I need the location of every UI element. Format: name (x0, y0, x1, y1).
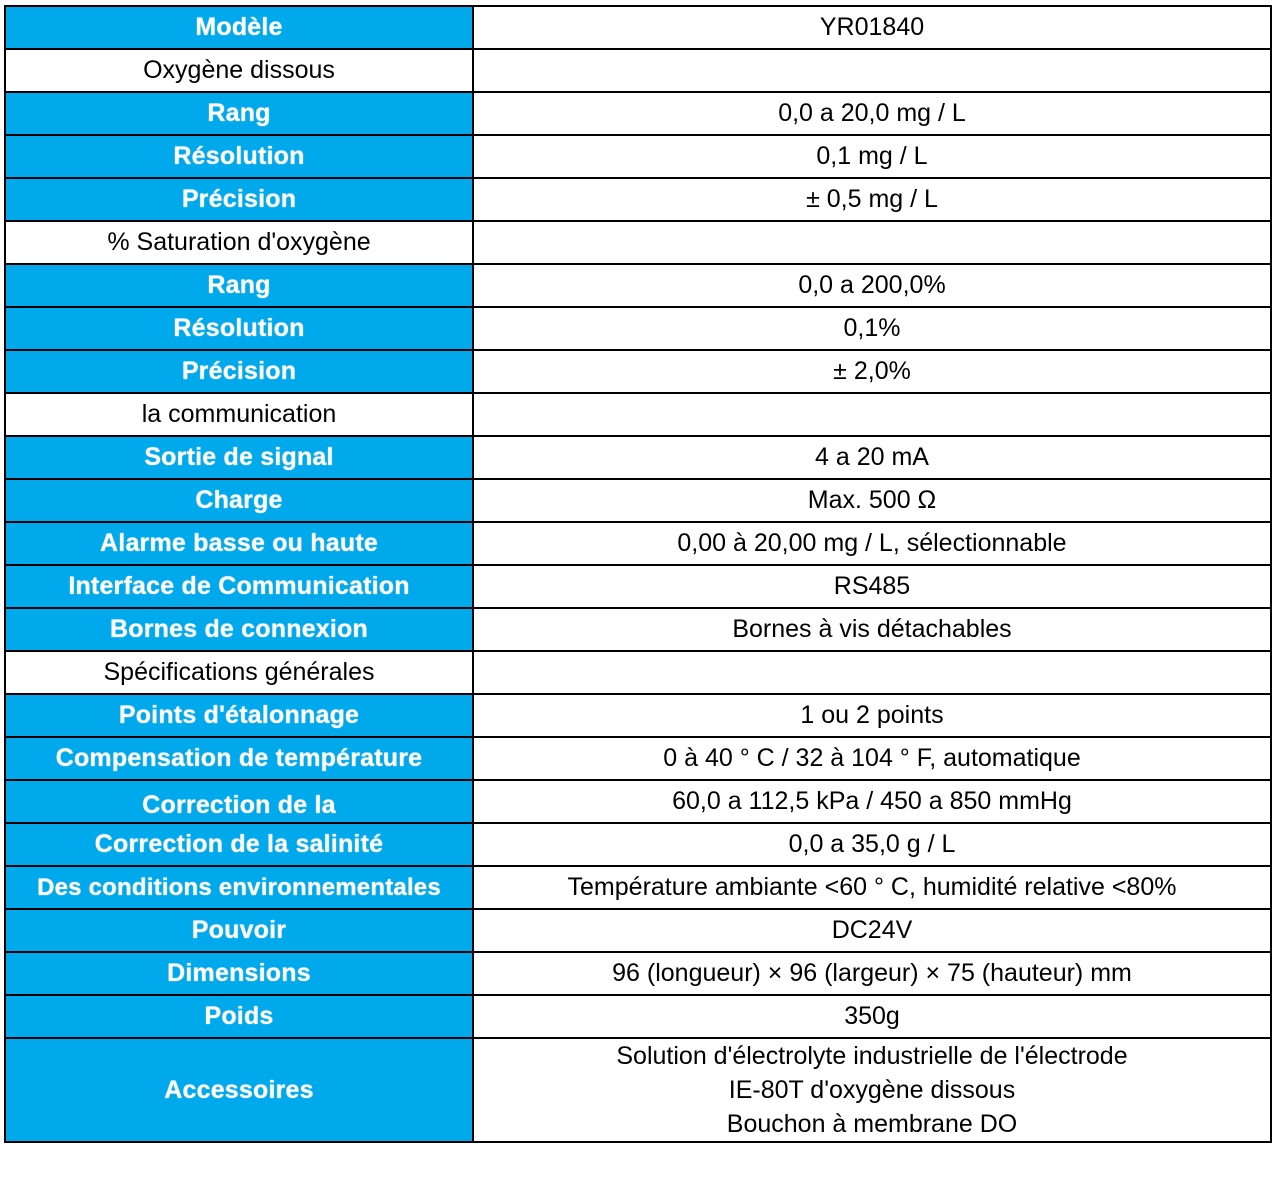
table-row (5, 565, 1271, 608)
row-value: 1 ou 2 points (473, 694, 1271, 737)
table-row (5, 952, 1271, 995)
row-label: Sortie de signal (5, 436, 473, 479)
section-row (5, 221, 1271, 264)
section-label: Oxygène dissous (5, 49, 473, 92)
row-value: 4 a 20 mA (473, 436, 1271, 479)
section-label: la communication (5, 393, 473, 436)
row-label: Compensation de température (5, 737, 473, 780)
section-label: % Saturation d'oxygène (5, 221, 473, 264)
row-value: 60,0 a 112,5 kPa / 450 a 850 mmHg (473, 780, 1271, 823)
row-label: Rang (5, 264, 473, 307)
row-value: Max. 500 Ω (473, 479, 1271, 522)
row-label: Résolution (5, 135, 473, 178)
row-value: RS485 (473, 565, 1271, 608)
row-value: DC24V (473, 909, 1271, 952)
row-label: Dimensions (5, 952, 473, 995)
table-row (5, 264, 1271, 307)
row-label: Points d'étalonnage (5, 694, 473, 737)
table-row (5, 995, 1271, 1038)
section-row (5, 651, 1271, 694)
section-row (5, 49, 1271, 92)
row-label: Précision (5, 178, 473, 221)
row-label: Alarme basse ou haute (5, 522, 473, 565)
row-label: Résolution (5, 307, 473, 350)
row-label: Des conditions environnementales (5, 866, 473, 909)
table-row (5, 866, 1271, 909)
table-row (5, 608, 1271, 651)
row-value: 0,0 a 200,0% (473, 264, 1271, 307)
row-label-text: Correction de la (142, 790, 336, 818)
row-value: 96 (longueur) × 96 (largeur) × 75 (hauteur) mm (473, 952, 1271, 995)
table-row (5, 823, 1271, 866)
row-label: Poids (5, 995, 473, 1038)
row-value: Bornes à vis détachables (473, 608, 1271, 651)
table-row (5, 737, 1271, 780)
section-label: Spécifications générales (5, 651, 473, 694)
row-value: 0 à 40 ° C / 32 à 104 ° F, automatique (473, 737, 1271, 780)
table-row (5, 92, 1271, 135)
spec-table (4, 5, 1272, 1143)
accessory-line: Bouchon à membrane DO (726, 1110, 1018, 1138)
table-row (5, 780, 1271, 823)
section-row (5, 393, 1271, 436)
table-row (5, 522, 1271, 565)
row-value: 0,00 à 20,00 mg / L, sélectionnable (473, 522, 1271, 565)
row-value: 0,0 a 35,0 g / L (473, 823, 1271, 866)
row-value: Température ambiante <60 ° C, humidité relative <80% (473, 866, 1271, 909)
accessories-label: Accessoires (5, 1038, 473, 1142)
table-row (5, 350, 1271, 393)
row-value: 350g (473, 995, 1271, 1038)
table-row (5, 6, 1271, 49)
section-value (473, 651, 1271, 694)
accessory-line: IE-80T d'oxygène dissous (728, 1076, 1016, 1104)
row-value: 0,1% (473, 307, 1271, 350)
table-row (5, 135, 1271, 178)
row-value: YR01840 (473, 6, 1271, 49)
row-label: Pouvoir (5, 909, 473, 952)
row-value: ± 2,0% (473, 350, 1271, 393)
row-label (5, 780, 473, 823)
accessory-line: Solution d'électrolyte industrielle de l'électrode (616, 1042, 1128, 1070)
row-value: ± 0,5 mg / L (473, 178, 1271, 221)
row-value: 0,1 mg / L (473, 135, 1271, 178)
row-label: Modèle (5, 6, 473, 49)
row-label: Précision (5, 350, 473, 393)
section-value (473, 221, 1271, 264)
accessories-row (5, 1038, 1271, 1142)
table-row (5, 307, 1271, 350)
row-value: 0,0 a 20,0 mg / L (473, 92, 1271, 135)
table-row (5, 479, 1271, 522)
table-row (5, 178, 1271, 221)
accessories-value (473, 1038, 1271, 1142)
row-label: Correction de la salinité (5, 823, 473, 866)
row-label: Bornes de connexion (5, 608, 473, 651)
row-label: Rang (5, 92, 473, 135)
row-label: Interface de Communication (5, 565, 473, 608)
table-row (5, 694, 1271, 737)
row-label: Charge (5, 479, 473, 522)
section-value (473, 49, 1271, 92)
table-row (5, 436, 1271, 479)
section-value (473, 393, 1271, 436)
table-row (5, 909, 1271, 952)
